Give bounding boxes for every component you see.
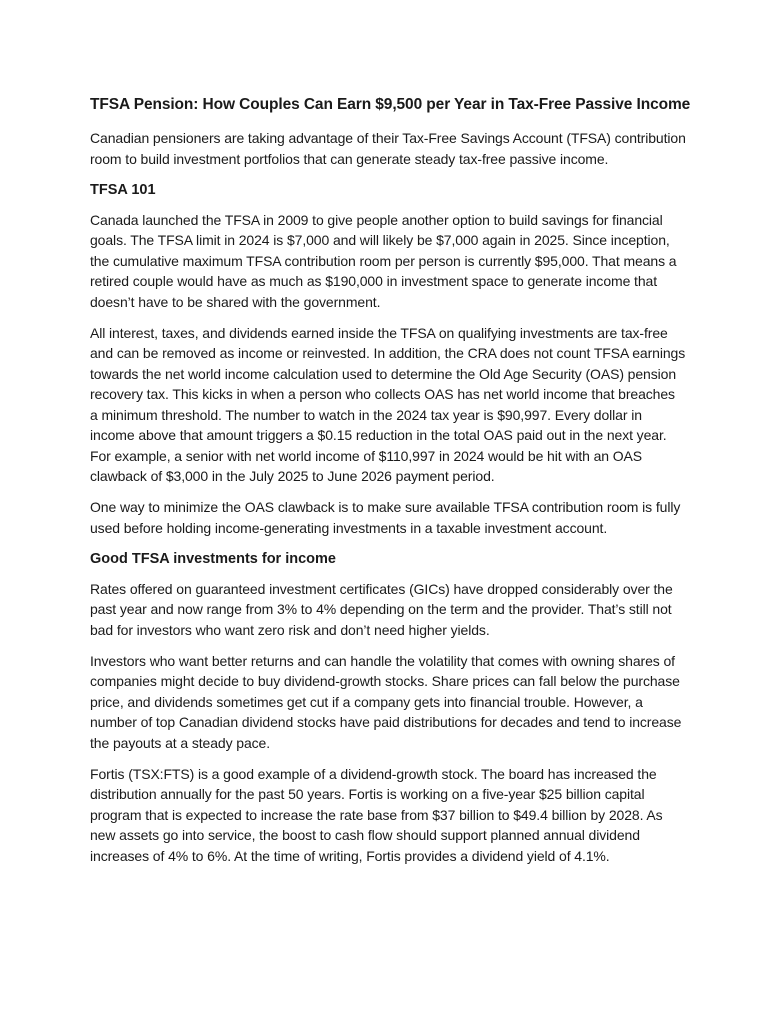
section-heading-good-tfsa-investments: Good TFSA investments for income [90,550,336,567]
article-title: TFSA Pension: How Couples Can Earn $9,500 per Year in Tax-Free Passive Income [90,96,691,113]
paragraph: Canada launched the TFSA in 2009 to give people another option to build savings for financial goals. The TFSA limit in 2024 is $7,000 and will likely be $7,000 again in 2025. Since inception, the cumulative maximum TFSA contribution room per person is currently $95,000. That means a retired couple would have as much as $190,000 in investment space to generate income that doesn’t have to be shared with the government. [90,211,677,310]
paragraph: Investors who want better returns and can handle the volatility that comes with owning shares of companies might decide to buy dividend-growth stocks. Share prices can fall below the purchase price, and dividends sometimes get cut if a company gets into financial trouble. However, a number of top Canadian dividend stocks have paid distributions for decades and tend to increase the payouts at a steady pace. [90,652,682,751]
paragraph: Rates offered on guaranteed investment certificates (GICs) have dropped considerably over the past year and now range from 3% to 4% depending on the term and the provider. That’s still not bad for investors who want zero risk and don’t need higher yields. [90,580,673,638]
paragraph: All interest, taxes, and dividends earned inside the TFSA on qualifying investments are tax-free and can be removed as income or reinvested. In addition, the CRA does not count TFSA earnings towards the net world income calculation used to determine the Old Age Security (OAS) pension recovery tax. This kicks in when a person who collects OAS has net world income that breaches a minimum threshold. The number to watch in the 2024 tax year is $90,997. Every dollar in income above that amount triggers a $0.15 reduction in the total OAS paid out in the next year. For example, a senior with net world income of $110,997 in 2024 would be hit with an OAS clawback of $3,000 in the July 2025 to June 2026 payment period. [90,324,686,484]
paragraph: Fortis (TSX:FTS) is a good example of a dividend-growth stock. The board has increased the distribution annually for the past 50 years. Fortis is working on a five-year $25 billion capital program that is expected to increase the rate base from $37 billion to $49.4 billion by 2028. As new assets go into service, the boost to cash flow should support planned annual dividend increases of 4% to 6%. At the time of writing, Fortis provides a dividend yield of 4.1%. [90,765,663,864]
section-heading-tfsa-101: TFSA 101 [90,181,156,198]
paragraph: One way to minimize the OAS clawback is to make sure available TFSA contribution room is fully used before holding income-generating investments in a taxable investment account. [90,499,681,536]
document-page [90,94,691,877]
intro-paragraph: Canadian pensioners are taking advantage of their Tax-Free Savings Account (TFSA) contribution room to build investment portfolios that can generate steady tax-free passive income. [90,130,686,167]
